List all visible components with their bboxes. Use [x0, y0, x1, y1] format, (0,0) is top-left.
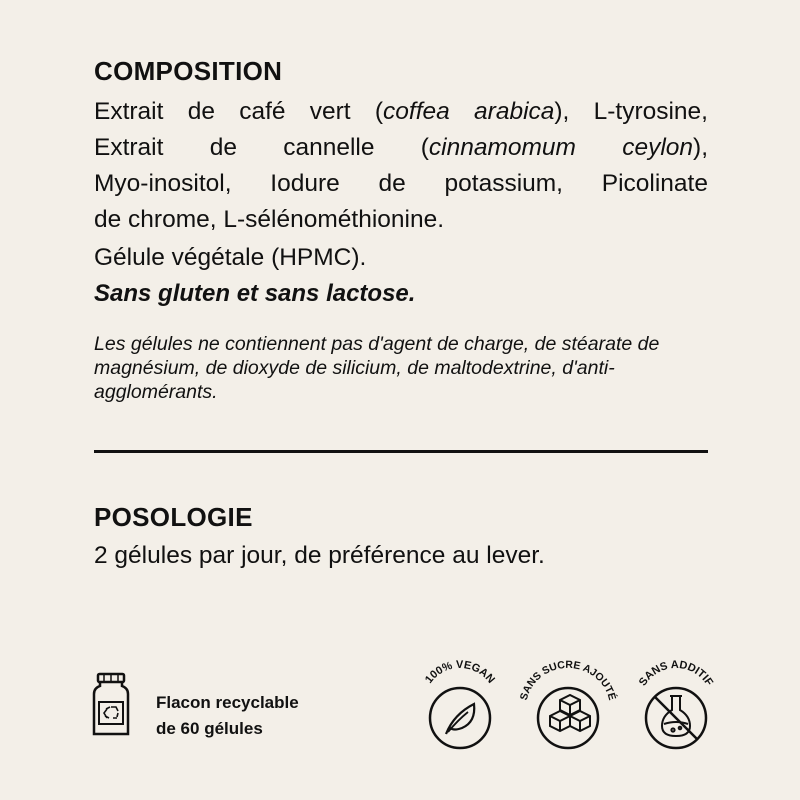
section-divider — [94, 450, 708, 453]
no-additive-badge — [630, 654, 722, 759]
packaging-line-1: Flacon recyclable — [156, 693, 299, 712]
no-added-sugar-badge-label: SANS SUCRE AJOUTÉ — [518, 658, 618, 702]
no-additive-badge-label: SANS ADDITIF — [636, 658, 716, 689]
ingredient-line-4: de chrome, L-sélénométhionine. — [94, 206, 445, 233]
recyclable-bottle-icon — [90, 672, 132, 743]
svg-text:SANS ADDITIF — [637, 659, 715, 689]
no-added-sugar-badge — [518, 654, 618, 759]
prohibited-slash-icon — [655, 697, 697, 739]
excipient-note: Les gélules ne contiennent pas d'agent de charge, de stéarate de magnésium, de dioxyde de silicium, de maltodextrine, d'anti-agglomérants. — [94, 333, 660, 403]
vegan-badge — [414, 654, 506, 759]
sugar-cubes-icon — [550, 695, 590, 731]
leaf-icon — [446, 704, 474, 734]
flask-icon — [662, 696, 690, 736]
ingredient-line-1: Extrait de café vert (coffea arabica), L-tyrosine, — [94, 98, 708, 125]
posologie-title: POSOLOGIE — [94, 502, 253, 532]
composition-ingredients — [94, 94, 708, 238]
ingredient-line-3: Myo-inositol, Iodure de potassium, Picolinate — [94, 170, 708, 197]
svg-text:100% VEGAN — [423, 659, 497, 686]
packaging-line-2: de 60 gélules — [156, 719, 263, 738]
posologie-text: 2 gélules par jour, de préférence au lever. — [94, 542, 545, 569]
packaging-label — [156, 690, 299, 742]
capsule-text: Gélule végétale (HPMC). — [94, 244, 367, 271]
composition-title: COMPOSITION — [94, 56, 283, 86]
allergen-statement: Sans gluten et sans lactose. — [94, 280, 416, 307]
ingredient-line-2: Extrait de cannelle (cinnamomum ceylon), — [94, 134, 708, 161]
vegan-badge-label: 100% VEGAN — [422, 658, 497, 686]
